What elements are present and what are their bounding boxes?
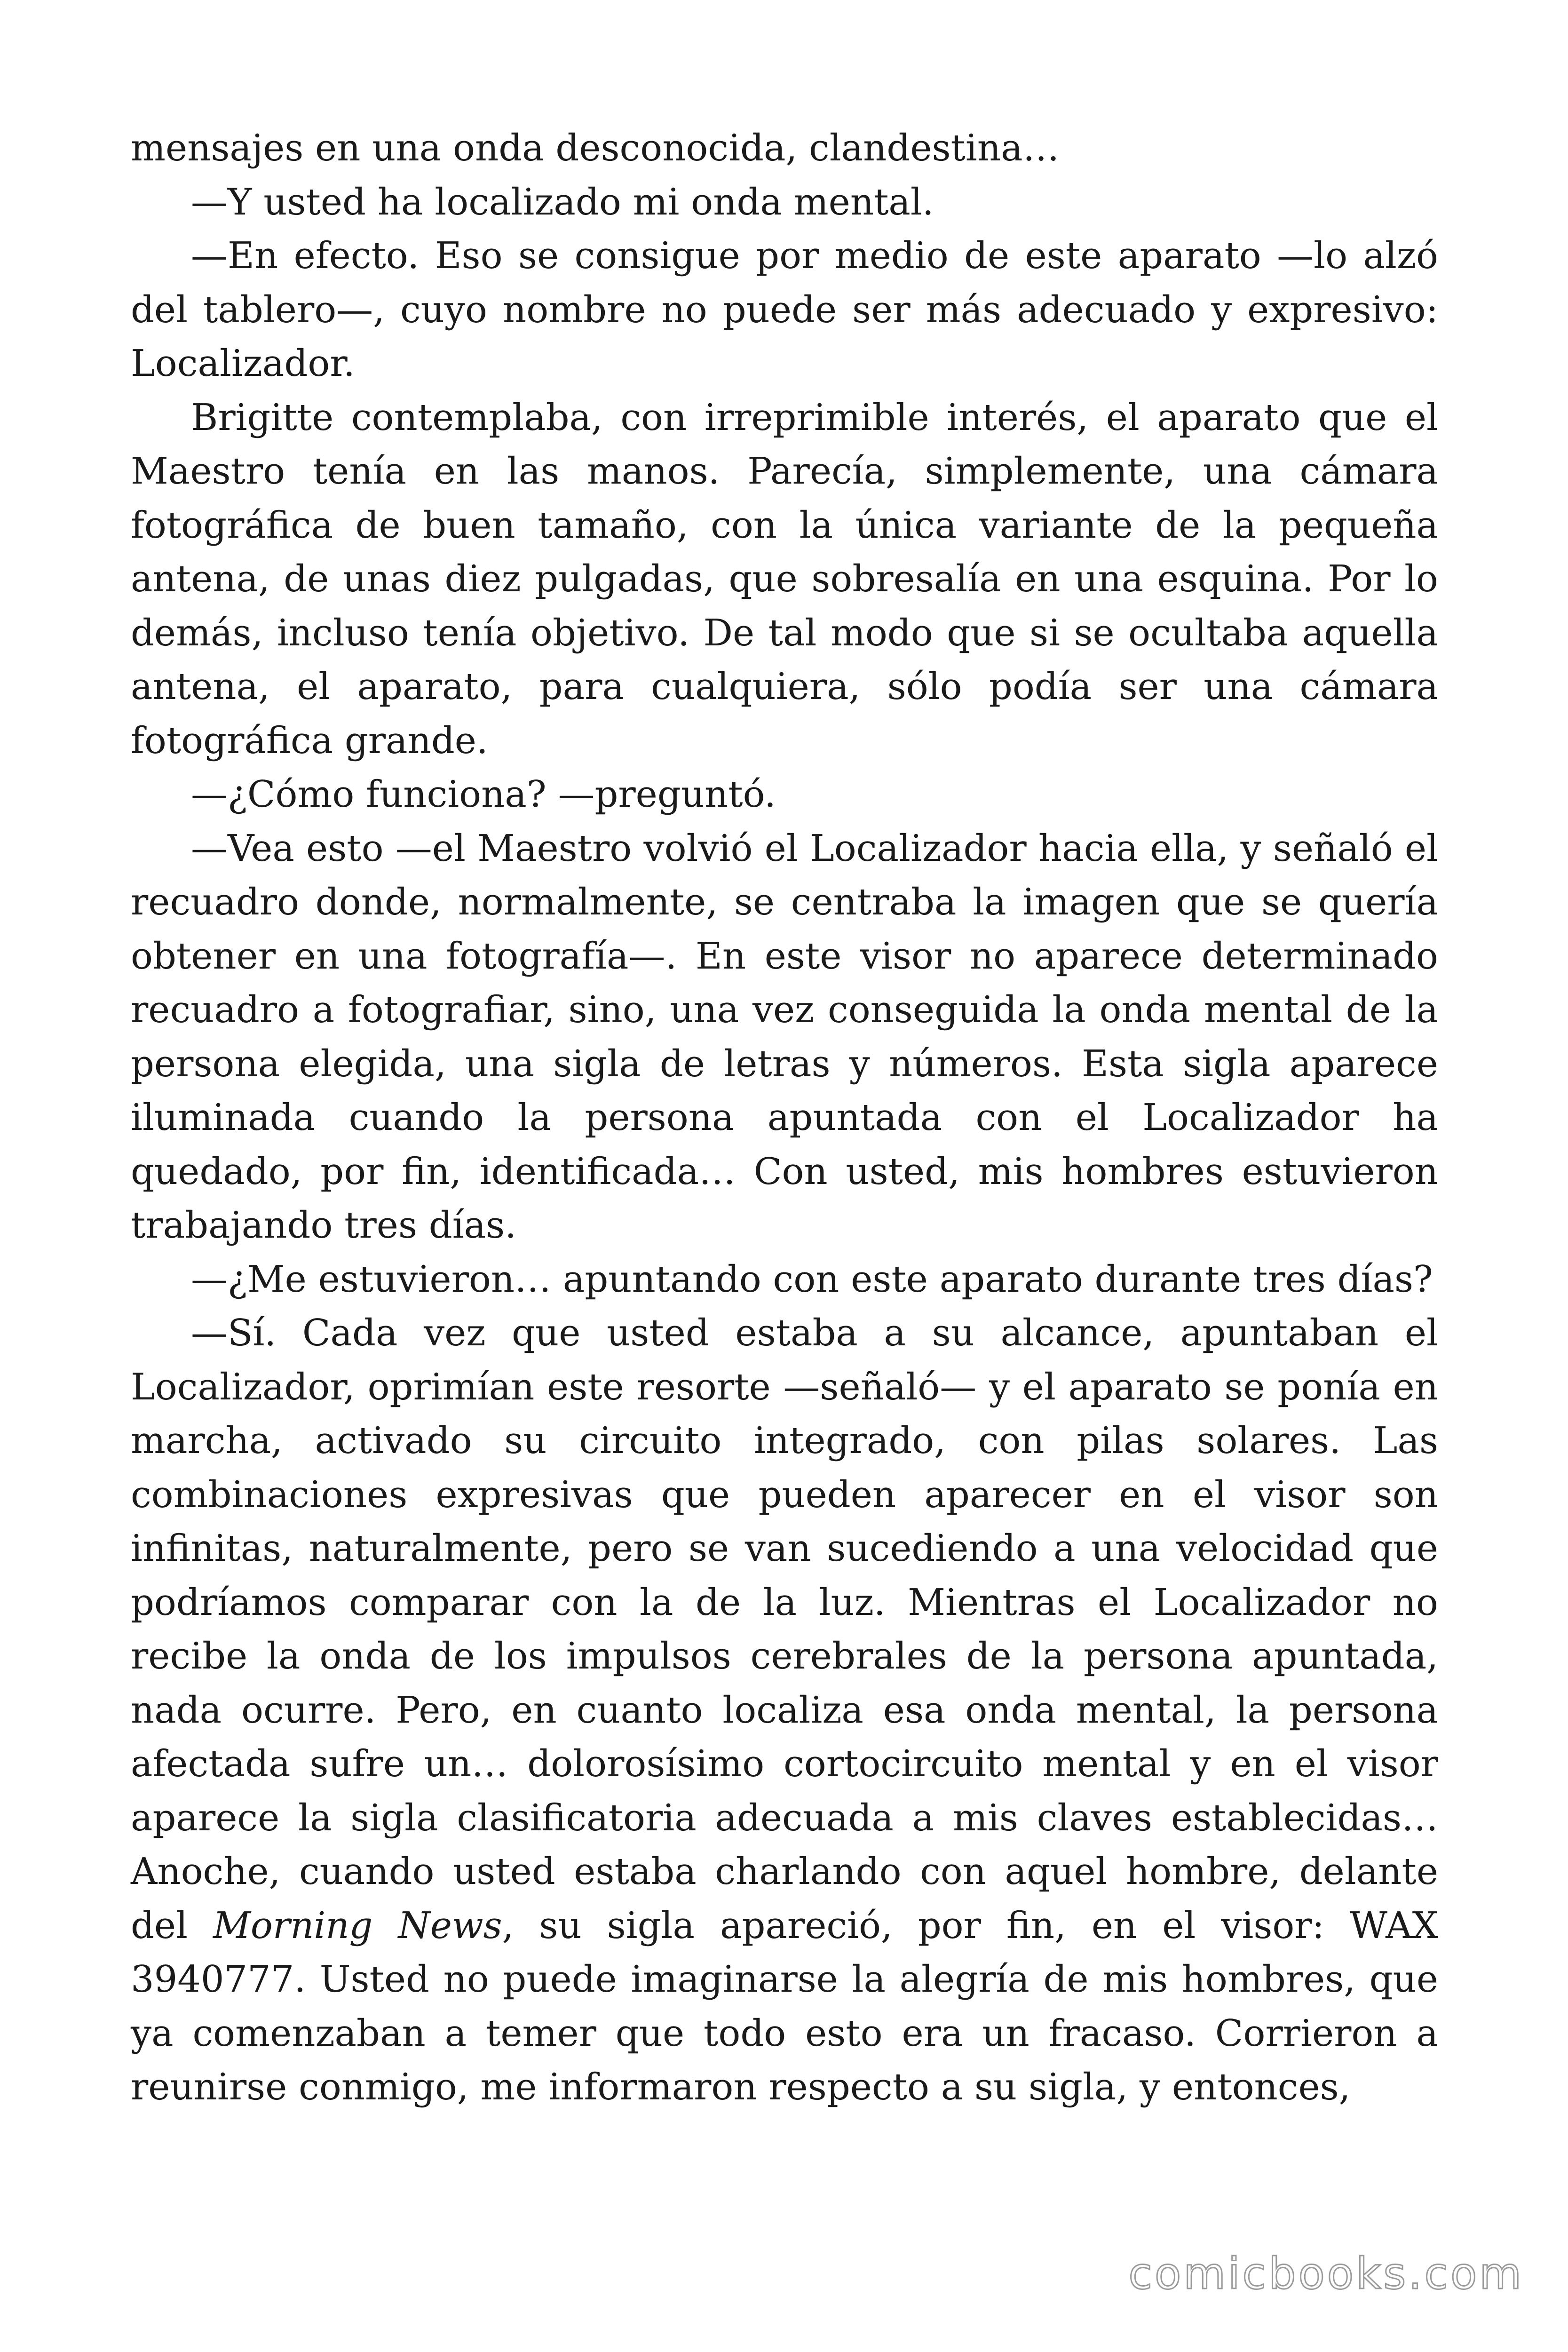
body-text [131, 121, 1438, 2114]
paragraph-8-start: —Sí. Cada vez que usted estaba a su alcance, apuntaban el Localizador, oprimían este resorte —señaló— y el aparato se ponía en marcha, activado su circuito integrado, con pilas solares. Las combinaciones expresivas que pueden aparecer en el visor son infinitas, naturalmente, pero se van sucediendo a una velocidad que podríamos comparar con la de la luz. Mientras el Localizador no recibe la onda de los impulsos cerebrales de la persona apuntada, nada ocurre. Pero, en cuanto localiza esa onda mental, la persona afectada sufre un… dolorosísimo cortocircuito mental y en el visor aparece la sigla clasificatoria adecuada a mis claves establecidas… Anoche, cuando usted estaba charlando con aquel hombre, delante del [131, 1312, 1438, 1947]
paragraph-1: mensajes en una onda desconocida, clandestina… [131, 127, 1060, 169]
paragraph-6: —Vea esto —el Maestro volvió el Localizador hacia ella, y señaló el recuadro donde, normalmente, se centraba la imagen que se quería obtener en una fotografía—. En este visor no aparece determinado recuadro a fotografiar, sino, una vez conseguida la onda mental de la persona elegida, una sigla de letras y números. Esta sigla aparece iluminada cuando la persona apuntada con el Localizador ha quedado, por fin, identificada… Con usted, mis hombres estuvieron trabajando tres días. [131, 827, 1438, 1247]
site-watermark: comicbooks.com [1128, 2249, 1524, 2299]
paragraph-8 [131, 1306, 1438, 2114]
paragraph-5: —¿Cómo funciona? —preguntó. [191, 773, 776, 816]
paragraph-4: Brigitte contemplaba, con irreprimible interés, el aparato que el Maestro tenía en las manos. Parecía, simplemente, una cámara fotográfica de buen tamaño, con la única variante de la pequeña antena, de unas diez pulgadas, que sobresalía en una esquina. Por lo demás, incluso tenía objetivo. De tal modo que si se ocultaba aquella antena, el aparato, para cualquiera, sólo podía ser una cámara fotográfica grande. [131, 396, 1438, 762]
newspaper-title: Morning News [213, 1904, 502, 1947]
paragraph-8-end: , su sigla apareció, por fin, en el visor: WAX 3940777. Usted no puede imaginarse la alegría de mis hombres, que ya comenzaban a temer que todo esto era un fracaso. Corrieron a reunirse conmigo, me informaron respecto a su sigla, y entonces, [131, 1904, 1438, 2108]
paragraph-2: —Y usted ha localizado mi onda mental. [191, 181, 934, 223]
paragraph-3: —En efecto. Eso se consigue por medio de este aparato —lo alzó del tablero—, cuyo nombre no puede ser más adecuado y expresivo: Localizador. [131, 235, 1438, 385]
paragraph-7: —¿Me estuvieron… apuntando con este aparato durante tres días? [191, 1258, 1433, 1301]
